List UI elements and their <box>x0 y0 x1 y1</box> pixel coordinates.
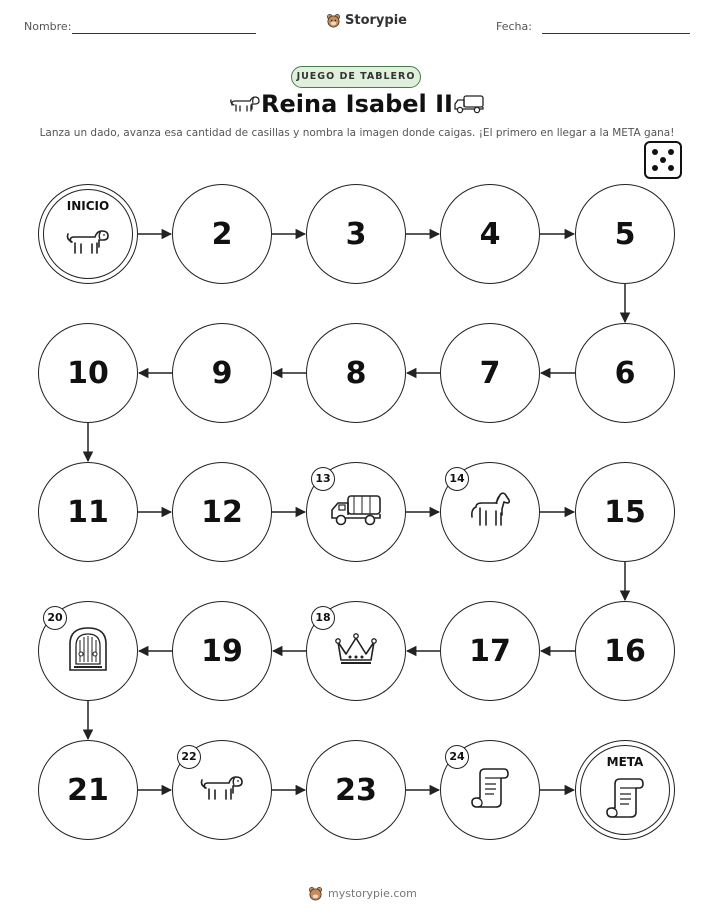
space-number: 23 <box>335 772 377 808</box>
space-number: 12 <box>201 494 243 530</box>
board-space-24 <box>440 740 540 840</box>
space-number: 6 <box>614 355 636 391</box>
footer <box>308 886 417 901</box>
board-space-23 <box>306 740 406 840</box>
board-space-20 <box>38 601 138 701</box>
board-space-6 <box>575 323 675 423</box>
space-number: 20 <box>43 606 67 630</box>
board-space-1 <box>38 184 138 284</box>
space-number: 16 <box>604 633 646 669</box>
instructions: Lanza un dado, avanza esa cantidad de casillas y nombra la imagen donde caigas. ¡El primero en llegar a la META gana! <box>39 127 675 139</box>
scroll-icon <box>470 766 510 814</box>
space-number: 22 <box>177 745 201 769</box>
space-number: 11 <box>67 494 109 530</box>
board-space-3 <box>306 184 406 284</box>
board-space-21 <box>38 740 138 840</box>
space-label: INICIO <box>66 199 110 213</box>
space-number: 8 <box>345 355 367 391</box>
space-number: 15 <box>604 494 646 530</box>
board-space-9 <box>172 323 272 423</box>
space-label: META <box>606 755 644 769</box>
space-number: 21 <box>67 772 109 808</box>
space-number: 5 <box>614 216 636 252</box>
board-space-19 <box>172 601 272 701</box>
space-number: 18 <box>311 606 335 630</box>
dog-icon <box>197 771 247 809</box>
crown-icon <box>332 630 380 672</box>
space-number: 10 <box>67 355 109 391</box>
board-space-22 <box>172 740 272 840</box>
space-number: 9 <box>211 355 233 391</box>
radio-icon <box>66 624 110 678</box>
board-space-14 <box>440 462 540 562</box>
space-number: 7 <box>479 355 501 391</box>
space-number: 17 <box>469 633 511 669</box>
space-number: 24 <box>445 745 469 769</box>
board-space-5 <box>575 184 675 284</box>
board-space-11 <box>38 462 138 562</box>
board-space-7 <box>440 323 540 423</box>
footer-url[interactable]: mystorypie.com <box>328 887 417 900</box>
scroll-icon <box>605 776 645 824</box>
board-space-25 <box>575 740 675 840</box>
board-space-8 <box>306 323 406 423</box>
space-number: 14 <box>445 467 469 491</box>
space-number: 2 <box>211 216 233 252</box>
brand-name: Storypie <box>345 13 407 28</box>
board-space-4 <box>440 184 540 284</box>
date-label: Fecha: <box>496 20 532 33</box>
board-space-17 <box>440 601 540 701</box>
board-space-2 <box>172 184 272 284</box>
board-space-18 <box>306 601 406 701</box>
space-number: 4 <box>479 216 501 252</box>
board-space-13 <box>306 462 406 562</box>
category-badge: JUEGO DE TABLERO <box>291 66 421 88</box>
bear-logo-icon <box>308 886 323 901</box>
board-space-10 <box>38 323 138 423</box>
page-title: Reina Isabel II <box>261 90 453 118</box>
board-space-12 <box>172 462 272 562</box>
board-space-15 <box>575 462 675 562</box>
dog-icon <box>63 225 113 263</box>
space-number: 3 <box>345 216 367 252</box>
space-number: 19 <box>201 633 243 669</box>
space-number: 13 <box>311 467 335 491</box>
horse-icon <box>466 489 514 535</box>
name-label: Nombre: <box>24 20 72 33</box>
board-space-16 <box>575 601 675 701</box>
truck-icon <box>328 491 384 533</box>
